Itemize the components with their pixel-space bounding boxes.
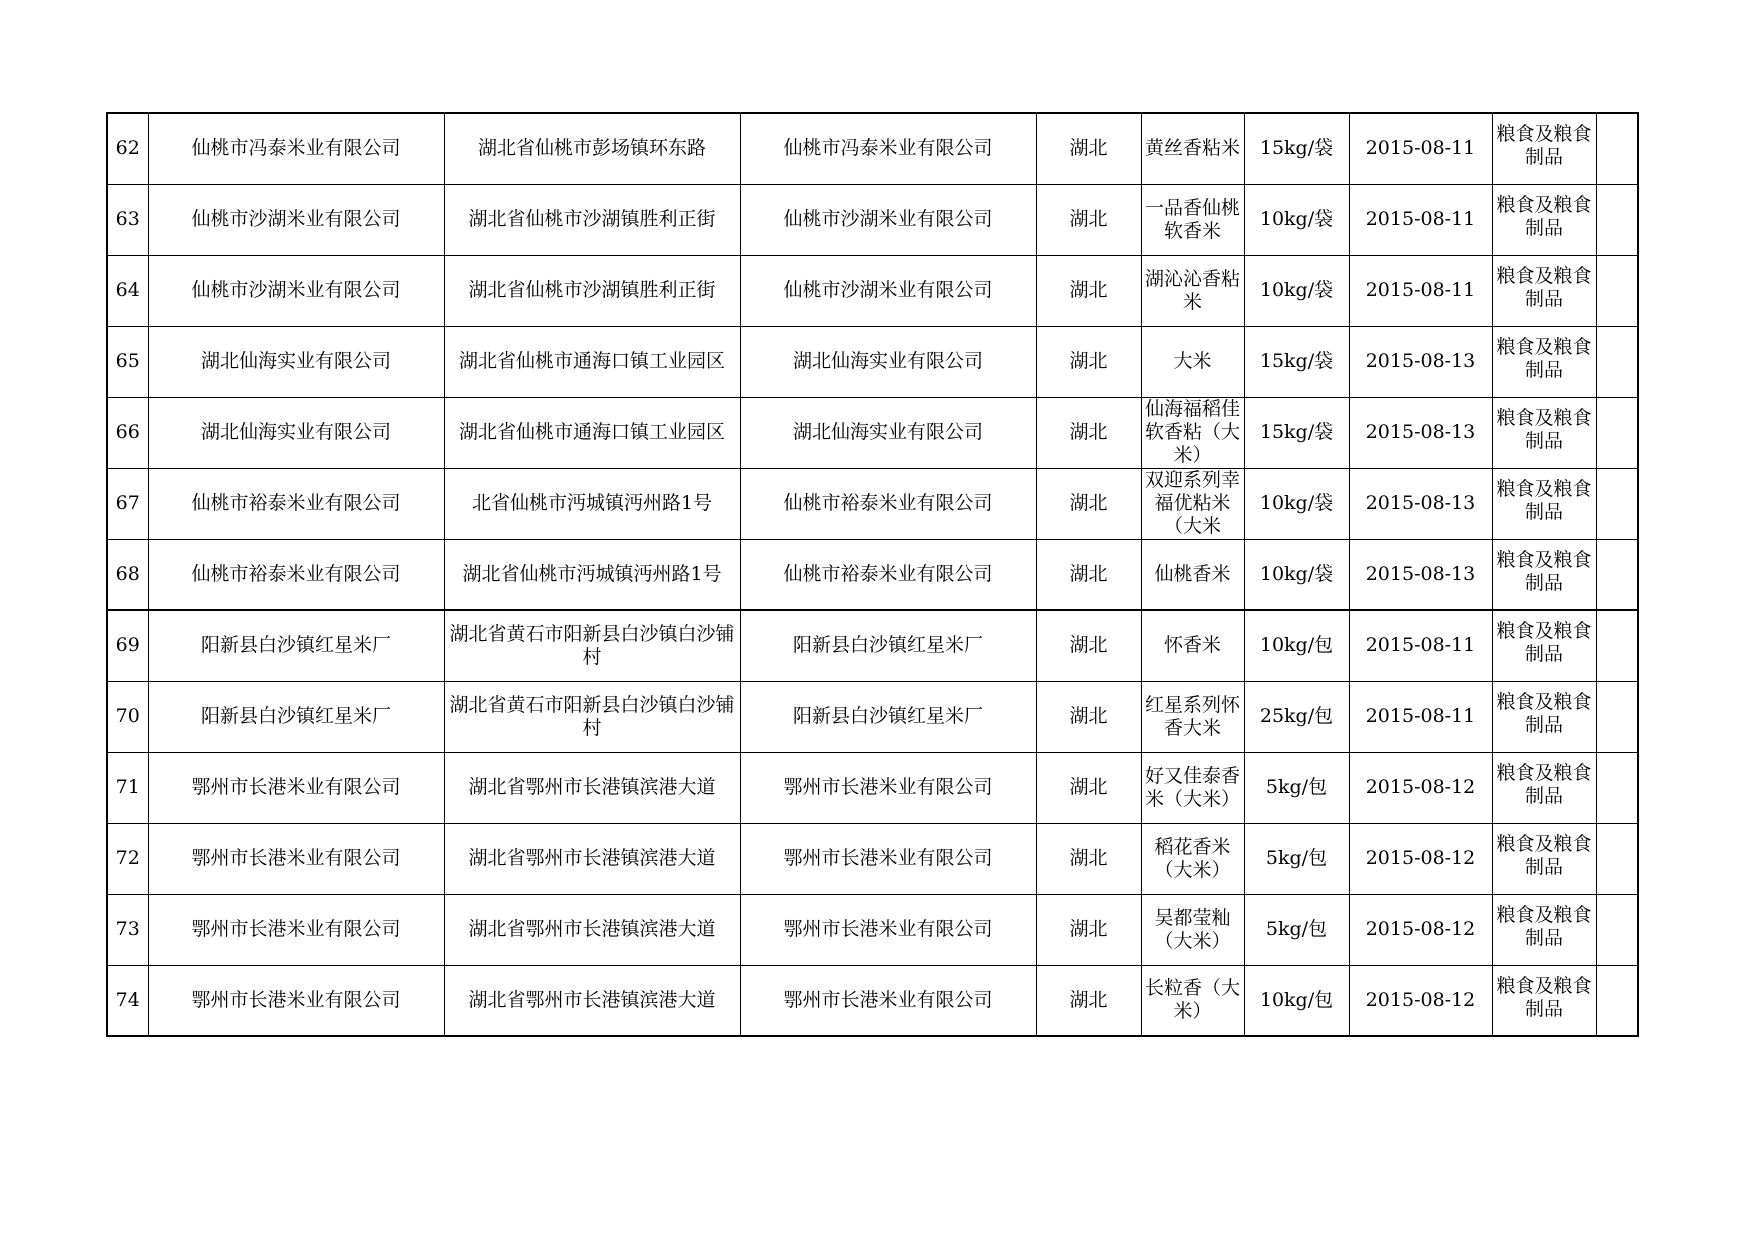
product-name-cell: 黄丝香粘米: [1141, 113, 1244, 184]
remarks-cell: [1596, 681, 1638, 752]
product-name-cell: 怀香米: [1141, 610, 1244, 681]
producer-name-cell: 仙桃市沙湖米业有限公司: [148, 184, 444, 255]
production-date-cell: 2015-08-11: [1349, 255, 1492, 326]
remarks-cell: [1596, 326, 1638, 397]
province-cell: 湖北: [1036, 539, 1141, 610]
specification-cell: 10kg/包: [1244, 610, 1349, 681]
sampled-unit-cell: 湖北仙海实业有限公司: [740, 326, 1036, 397]
row-number-cell: 63: [107, 184, 148, 255]
production-date-cell: 2015-08-11: [1349, 610, 1492, 681]
row-number-cell: 73: [107, 894, 148, 965]
sampled-unit-cell: 仙桃市沙湖米业有限公司: [740, 184, 1036, 255]
producer-name-cell: 仙桃市裕泰米业有限公司: [148, 539, 444, 610]
table-row: [107, 965, 1638, 1036]
specification-cell: 5kg/包: [1244, 823, 1349, 894]
production-date-cell: 2015-08-11: [1349, 681, 1492, 752]
producer-address-cell: 湖北省仙桃市彭场镇环东路: [444, 113, 740, 184]
production-date-cell: 2015-08-12: [1349, 823, 1492, 894]
province-cell: 湖北: [1036, 468, 1141, 539]
product-name-cell: 红星系列怀香大米: [1141, 681, 1244, 752]
specification-cell: 15kg/袋: [1244, 397, 1349, 468]
producer-address-cell: 湖北省黄石市阳新县白沙镇白沙铺村: [444, 681, 740, 752]
production-date-cell: 2015-08-12: [1349, 894, 1492, 965]
remarks-cell: [1596, 397, 1638, 468]
production-date-cell: 2015-08-11: [1349, 184, 1492, 255]
producer-name-cell: 湖北仙海实业有限公司: [148, 397, 444, 468]
product-name-cell: 长粒香（大米）: [1141, 965, 1244, 1036]
producer-address-cell: 湖北省仙桃市通海口镇工业园区: [444, 326, 740, 397]
producer-name-cell: 鄂州市长港米业有限公司: [148, 823, 444, 894]
food-category-cell: 粮食及粮食制品: [1492, 113, 1596, 184]
province-cell: 湖北: [1036, 397, 1141, 468]
specification-cell: 10kg/袋: [1244, 255, 1349, 326]
production-date-cell: 2015-08-13: [1349, 397, 1492, 468]
product-name-cell: 仙海福稻佳软香粘（大米）: [1141, 397, 1244, 468]
table-row: [107, 326, 1638, 397]
food-category-cell: 粮食及粮食制品: [1492, 326, 1596, 397]
producer-address-cell: 湖北省仙桃市沙湖镇胜利正街: [444, 184, 740, 255]
row-number-cell: 69: [107, 610, 148, 681]
remarks-cell: [1596, 610, 1638, 681]
food-category-cell: 粮食及粮食制品: [1492, 965, 1596, 1036]
remarks-cell: [1596, 752, 1638, 823]
remarks-cell: [1596, 894, 1638, 965]
production-date-cell: 2015-08-13: [1349, 326, 1492, 397]
food-category-cell: 粮食及粮食制品: [1492, 468, 1596, 539]
producer-address-cell: 北省仙桃市沔城镇沔州路1号: [444, 468, 740, 539]
table-row: [107, 397, 1638, 468]
remarks-cell: [1596, 823, 1638, 894]
product-name-cell: 湖沁沁香粘米: [1141, 255, 1244, 326]
food-category-cell: 粮食及粮食制品: [1492, 397, 1596, 468]
sampled-unit-cell: 鄂州市长港米业有限公司: [740, 965, 1036, 1036]
remarks-cell: [1596, 255, 1638, 326]
sampled-unit-cell: 鄂州市长港米业有限公司: [740, 752, 1036, 823]
food-category-cell: 粮食及粮食制品: [1492, 681, 1596, 752]
producer-address-cell: 湖北省仙桃市沙湖镇胜利正街: [444, 255, 740, 326]
specification-cell: 10kg/包: [1244, 965, 1349, 1036]
producer-address-cell: 湖北省鄂州市长港镇滨港大道: [444, 965, 740, 1036]
producer-name-cell: 阳新县白沙镇红星米厂: [148, 681, 444, 752]
product-name-cell: 稻花香米（大米）: [1141, 823, 1244, 894]
specification-cell: 10kg/袋: [1244, 468, 1349, 539]
table-row: [107, 752, 1638, 823]
remarks-cell: [1596, 468, 1638, 539]
product-name-cell: 双迎系列幸福优粘米（大米: [1141, 468, 1244, 539]
producer-address-cell: 湖北省仙桃市通海口镇工业园区: [444, 397, 740, 468]
province-cell: 湖北: [1036, 610, 1141, 681]
food-category-cell: 粮食及粮食制品: [1492, 255, 1596, 326]
specification-cell: 15kg/袋: [1244, 326, 1349, 397]
sampled-unit-cell: 湖北仙海实业有限公司: [740, 397, 1036, 468]
producer-name-cell: 阳新县白沙镇红星米厂: [148, 610, 444, 681]
row-number-cell: 70: [107, 681, 148, 752]
province-cell: 湖北: [1036, 184, 1141, 255]
row-number-cell: 74: [107, 965, 148, 1036]
sampled-unit-cell: 仙桃市沙湖米业有限公司: [740, 255, 1036, 326]
sampled-unit-cell: 鄂州市长港米业有限公司: [740, 894, 1036, 965]
product-name-cell: 好又佳泰香米（大米）: [1141, 752, 1244, 823]
food-category-cell: 粮食及粮食制品: [1492, 184, 1596, 255]
province-cell: 湖北: [1036, 255, 1141, 326]
province-cell: 湖北: [1036, 965, 1141, 1036]
specification-cell: 15kg/袋: [1244, 113, 1349, 184]
product-name-cell: 一品香仙桃软香米: [1141, 184, 1244, 255]
sampled-unit-cell: 仙桃市裕泰米业有限公司: [740, 539, 1036, 610]
producer-address-cell: 湖北省黄石市阳新县白沙镇白沙铺村: [444, 610, 740, 681]
food-category-cell: 粮食及粮食制品: [1492, 752, 1596, 823]
remarks-cell: [1596, 965, 1638, 1036]
table-row: [107, 113, 1638, 184]
table-row: [107, 184, 1638, 255]
specification-cell: 10kg/袋: [1244, 539, 1349, 610]
producer-name-cell: 鄂州市长港米业有限公司: [148, 965, 444, 1036]
specification-cell: 5kg/包: [1244, 894, 1349, 965]
province-cell: 湖北: [1036, 681, 1141, 752]
food-category-cell: 粮食及粮食制品: [1492, 823, 1596, 894]
producer-address-cell: 湖北省鄂州市长港镇滨港大道: [444, 894, 740, 965]
sampled-unit-cell: 仙桃市冯泰米业有限公司: [740, 113, 1036, 184]
producer-address-cell: 湖北省仙桃市沔城镇沔州路1号: [444, 539, 740, 610]
row-number-cell: 65: [107, 326, 148, 397]
product-name-cell: 仙桃香米: [1141, 539, 1244, 610]
food-category-cell: 粮食及粮食制品: [1492, 610, 1596, 681]
table-row: [107, 681, 1638, 752]
table-row: [107, 255, 1638, 326]
remarks-cell: [1596, 113, 1638, 184]
remarks-cell: [1596, 184, 1638, 255]
row-number-cell: 64: [107, 255, 148, 326]
food-category-cell: 粮食及粮食制品: [1492, 894, 1596, 965]
sampled-unit-cell: 仙桃市裕泰米业有限公司: [740, 468, 1036, 539]
province-cell: 湖北: [1036, 326, 1141, 397]
table-row: [107, 468, 1638, 539]
row-number-cell: 71: [107, 752, 148, 823]
food-category-cell: 粮食及粮食制品: [1492, 539, 1596, 610]
production-date-cell: 2015-08-13: [1349, 539, 1492, 610]
row-number-cell: 66: [107, 397, 148, 468]
table-row: [107, 610, 1638, 681]
production-date-cell: 2015-08-11: [1349, 113, 1492, 184]
sampled-unit-cell: 阳新县白沙镇红星米厂: [740, 681, 1036, 752]
product-name-cell: 吴都莹籼（大米）: [1141, 894, 1244, 965]
province-cell: 湖北: [1036, 894, 1141, 965]
table-row: [107, 823, 1638, 894]
producer-address-cell: 湖北省鄂州市长港镇滨港大道: [444, 823, 740, 894]
province-cell: 湖北: [1036, 823, 1141, 894]
sample-table: [106, 112, 1639, 1037]
product-name-cell: 大米: [1141, 326, 1244, 397]
producer-name-cell: 湖北仙海实业有限公司: [148, 326, 444, 397]
table-row: [107, 539, 1638, 610]
specification-cell: 5kg/包: [1244, 752, 1349, 823]
producer-address-cell: 湖北省鄂州市长港镇滨港大道: [444, 752, 740, 823]
province-cell: 湖北: [1036, 113, 1141, 184]
specification-cell: 10kg/袋: [1244, 184, 1349, 255]
sampled-unit-cell: 鄂州市长港米业有限公司: [740, 823, 1036, 894]
producer-name-cell: 鄂州市长港米业有限公司: [148, 894, 444, 965]
producer-name-cell: 仙桃市沙湖米业有限公司: [148, 255, 444, 326]
production-date-cell: 2015-08-12: [1349, 752, 1492, 823]
table-row: [107, 894, 1638, 965]
row-number-cell: 68: [107, 539, 148, 610]
producer-name-cell: 鄂州市长港米业有限公司: [148, 752, 444, 823]
remarks-cell: [1596, 539, 1638, 610]
producer-name-cell: 仙桃市冯泰米业有限公司: [148, 113, 444, 184]
row-number-cell: 72: [107, 823, 148, 894]
sampled-unit-cell: 阳新县白沙镇红星米厂: [740, 610, 1036, 681]
row-number-cell: 62: [107, 113, 148, 184]
province-cell: 湖北: [1036, 752, 1141, 823]
production-date-cell: 2015-08-12: [1349, 965, 1492, 1036]
row-number-cell: 67: [107, 468, 148, 539]
production-date-cell: 2015-08-13: [1349, 468, 1492, 539]
specification-cell: 25kg/包: [1244, 681, 1349, 752]
producer-name-cell: 仙桃市裕泰米业有限公司: [148, 468, 444, 539]
